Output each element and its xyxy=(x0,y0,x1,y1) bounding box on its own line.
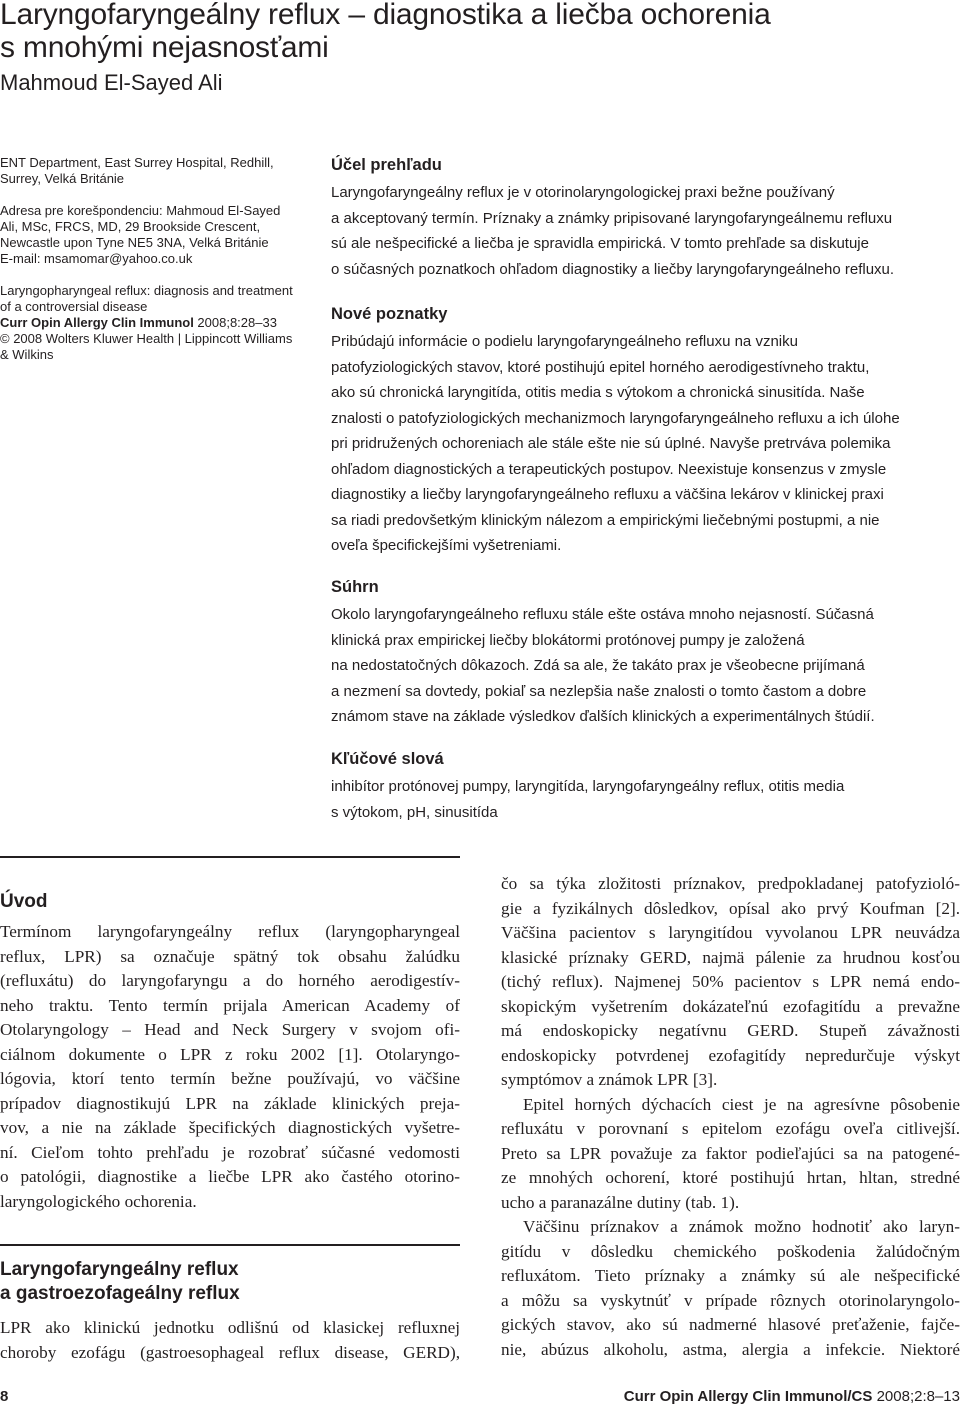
text-line: klasické príznaky GERD, najmä pálenie za hrudnou kosťou xyxy=(501,947,960,967)
text-line: patofyziologických stavov, ktoré postihujú epitel horného aerodigestívneho traktu, xyxy=(331,358,870,376)
article-title-line: s mnohými nejasnosťami xyxy=(0,31,329,64)
abstract-keywords xyxy=(331,748,960,825)
page-number: 8 xyxy=(0,1388,9,1405)
journal-name: Curr Opin Allergy Clin Immunol xyxy=(0,315,194,330)
abstract-heading: Nové poznatky xyxy=(331,305,448,323)
footer-volume: 2008;2:8–13 xyxy=(872,1388,960,1405)
text-line: na nedostatočných dôkazoch. Zdá sa ale, že takáto prax je všeobecne prijímaná xyxy=(331,657,865,674)
section-divider xyxy=(0,1244,460,1246)
text-line: nie, abúzus alkoholu, astma, alergia a infekcie. Niektoré xyxy=(501,1339,960,1359)
citation-title-line: Laryngopharyngeal reflux: diagnosis and treatment xyxy=(0,283,293,298)
email-line: E-mail: msamomar@yahoo.co.uk xyxy=(0,251,193,266)
text-line: ucho a paranazálne dutiny (tab. 1). xyxy=(501,1192,740,1212)
correspondence-line: Adresa pre korešpondenciu: Mahmoud El-Sayed xyxy=(0,203,281,218)
text-line: známom stave na základe výsledkov ďalších klinických a experimentálnych štúdií. xyxy=(331,708,875,725)
text-line: sú ale nešpecifické a liečba je spravidla empirická. V tomto prehľade sa diskutuje xyxy=(331,235,869,252)
paragraph xyxy=(0,1316,460,1365)
text-line: lógovia, ktorí tento termín bežne používajú, vo väčšine xyxy=(0,1069,460,1088)
citation-block xyxy=(0,283,305,363)
text-line: znalosti o patofyziologických mechanizmoch laryngofaryngeálneho refluxu a ich úlohe xyxy=(331,409,900,427)
running-footer xyxy=(624,1388,960,1405)
journal-citation xyxy=(0,315,305,331)
text-line: Otolaryngology – Head and Neck Surgery v svojom ofi- xyxy=(0,1020,460,1039)
abstract-summary xyxy=(331,576,960,730)
abstract-heading: Súhrn xyxy=(331,578,379,596)
abstract-findings xyxy=(331,303,960,559)
text-line: (refluxátu) do laryngofaryngu a do horného aerodigestív- xyxy=(0,971,460,990)
text-line: pri pridružených ochoreniach ale stále ešte nie sú úplné. Navyše pretrváva polemika xyxy=(331,435,891,452)
journal-volume: 2008;8:28–33 xyxy=(193,315,277,330)
author-name: Mahmoud El-Sayed Ali xyxy=(0,70,223,95)
text-line: s výtokom, pH, sinusitída xyxy=(331,803,498,821)
text-line: reflux, LPR) sa označuje spätný tok obsahu žalúdku xyxy=(0,946,460,966)
text-line: ní. Cieľom tohto prehľadu je rozobrať súčasné vedomosti xyxy=(0,1142,460,1162)
paragraph xyxy=(501,1215,960,1362)
text-line: (tichý reflux). Najmenej 50% pacientov s LPR nemá endo- xyxy=(501,972,960,991)
text-line: čo sa týka zložitosti príznakov, predpokladanej patofyzioló- xyxy=(501,874,960,893)
abstract-text xyxy=(331,602,960,730)
paragraph xyxy=(501,872,960,1093)
text-line: a akceptovaný termín. Príznaky a známky pripisované laryngofaryngeálnemu refluxu xyxy=(331,209,893,227)
affiliation-line: ENT Department, East Surrey Hospital, Redhill, xyxy=(0,155,274,170)
text-line: ciálnom dokumente o LPR z roku 2002 [1]. Otolaryngo- xyxy=(0,1044,460,1064)
text-line: symptómov a známok LPR [3]. xyxy=(501,1070,718,1089)
text-line: Laryngofaryngeálny reflux je v otorinolaryngologickej praxi bežne používaný xyxy=(331,184,835,201)
text-line: a môžu sa vyskytnúť v prípade rôznych otorinolaryngolo- xyxy=(501,1290,960,1310)
text-line: Preto sa LPR považuje za faktor podieľajúci sa na patogené- xyxy=(501,1143,960,1163)
text-line: neho traktu. Tento termín prijala American Academy of xyxy=(0,995,460,1015)
correspondence-address xyxy=(0,203,305,267)
body-column-left xyxy=(0,864,460,1214)
body-column-right xyxy=(501,872,960,1362)
paragraph xyxy=(501,1093,960,1216)
text-line: inhibítor protónovej pumpy, laryngitída, laryngofaryngeálny reflux, otitis media xyxy=(331,778,845,795)
text-line: vov, a nie na základe špecifických diagnostických vyšetre- xyxy=(0,1118,460,1137)
abstract-purpose xyxy=(331,154,960,282)
text-line: klinická prax empirickej liečby blokátormi protónovej pumpy je založená xyxy=(331,631,805,649)
text-line: Väčšina pacientov s laryngitídou vyvolanou LPR neuvádza xyxy=(501,923,960,942)
text-line: choroby ezofágu (gastroesophageal reflux disease, GERD), xyxy=(0,1342,460,1362)
correspondence-line: Newcastle upon Tyne NE5 3NA, Velká Británie xyxy=(0,235,269,250)
text-line: gitídu v dôsledku chemického poškodenia žalúdočným xyxy=(501,1241,960,1261)
text-line: refluxátom. Tieto príznaky a známky sú ale nešpecifické xyxy=(501,1266,960,1285)
text-line: Väčšinu príznakov a známok možno hodnotiť ako laryn- xyxy=(523,1217,960,1236)
text-line: ako sú chronická laryngitída, otitis media s výtokom a chronická sinusitída. Naše xyxy=(331,384,865,401)
text-line: a nezmení sa dovtedy, pokiaľ sa nezlepšia naše znalosti o tomto častom a dobre xyxy=(331,682,867,700)
text-line: sa riadi predovšetkým klinickým nálezom a empirickými liečebnými postupmi, a nie xyxy=(331,511,880,529)
abstract-heading: Kľúčové slová xyxy=(331,750,444,768)
text-line: Okolo laryngofaryngeálneho refluxu stále ešte ostáva mnoho nejasností. Súčasná xyxy=(331,606,874,623)
text-line: skopickým vyšetrením dokázateľnú ezofagitídu a prevažne xyxy=(501,996,960,1016)
section-heading: Úvod xyxy=(0,891,48,912)
text-line: gie a fyzikálnych dôsledkov, opísal ako prvý Koufman [2]. xyxy=(501,898,960,918)
text-line: o súčasných poznatkoch ohľadom diagnostiky a liečby laryngofaryngeálneho refluxu. xyxy=(331,260,895,278)
keywords-text xyxy=(331,774,960,825)
text-line: prípadov diagnostikujú LPR na základe klinických preja- xyxy=(0,1093,460,1113)
affiliation xyxy=(0,155,305,187)
body-column-left-section2 xyxy=(0,1258,460,1365)
text-line: LPR ako klinickú jednotku odlišnú od klasickej refluxnej xyxy=(0,1318,460,1337)
copyright-line: © 2008 Wolters Kluwer Health | Lippincott Williams xyxy=(0,331,293,346)
text-line: refluxátu v porovnaní s epitelom ezofágu oveľa citlivejší. xyxy=(501,1119,960,1138)
text-line: diagnostiky a liečby laryngofaryngeálneho refluxu a väčšina lekárov v klinickej praxi xyxy=(331,486,884,503)
text-line: ze mnohých ochorení, ktoré postihujú hrtan, hltan, stredné xyxy=(501,1168,960,1187)
text-line: o patológii, diagnostike a liečbe LPR ako častého otorino- xyxy=(0,1167,460,1186)
article-title-line: Laryngofaryngeálny reflux – diagnostika a liečba ochorenia xyxy=(0,0,771,31)
citation-title-line: of a controversial disease xyxy=(0,299,148,314)
text-line: laryngologického ochorenia. xyxy=(0,1191,197,1211)
affiliation-line: Surrey, Velká Británie xyxy=(0,171,125,186)
article-title xyxy=(0,0,960,64)
abstract-heading: Účel prehľadu xyxy=(331,156,442,174)
section-divider xyxy=(0,856,460,858)
text-line: ohľadom diagnostických a terapeutických postupov. Neexistuje konsenzus v zmysle xyxy=(331,460,887,478)
section-heading xyxy=(0,1258,460,1306)
paragraph xyxy=(0,920,460,1214)
text-line: Pribúdajú informácie o podielu laryngofaryngeálneho refluxu na vzniku xyxy=(331,333,798,350)
text-line: oveľa špecifickejšími vyšetreniami. xyxy=(331,537,562,554)
abstract-text xyxy=(331,329,960,559)
section-heading-line: a gastroezofageálny reflux xyxy=(0,1283,240,1304)
text-line: má endoskopicky negatívnu GERD. Stupeň závažnosti xyxy=(501,1021,960,1040)
article-metadata xyxy=(0,155,305,379)
text-line: Epitel horných dýchacích ciest je na agresívne pôsobenie xyxy=(523,1094,960,1114)
footer-journal-name: Curr Opin Allergy Clin Immunol/CS xyxy=(623,1388,873,1405)
section-heading-line: Laryngofaryngeálny reflux xyxy=(0,1259,239,1280)
copyright-line: & Wilkins xyxy=(0,347,54,362)
abstract-text xyxy=(331,180,960,282)
correspondence-line: Ali, MSc, FRCS, MD, 29 Brookside Crescent, xyxy=(0,219,261,234)
text-line: Termínom laryngofaryngeálny reflux (laryngopharyngeal xyxy=(0,922,460,941)
text-line: endoskopicky potvrdenej ezofagitídy nepredurčuje výskyt xyxy=(501,1045,960,1065)
text-line: gických stavov, ako sú nadmerné hlasové preťaženie, fajče- xyxy=(501,1315,960,1334)
